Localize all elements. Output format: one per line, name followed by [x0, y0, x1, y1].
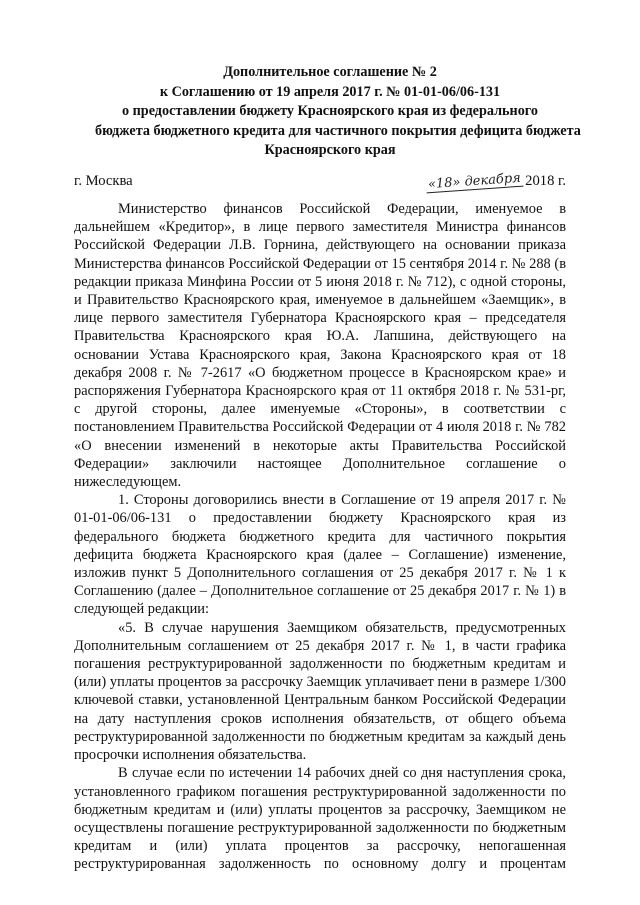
title-line-2: к Соглашению от 19 апреля 2017 г. № 01-01-06/06-131 [159, 83, 501, 100]
place-date-row [74, 171, 566, 193]
title-line-3: о предоставлении бюджету Красноярского края из федерального [121, 103, 538, 119]
title-line-5: Красноярского края [264, 142, 396, 158]
document-title [95, 63, 581, 161]
title-line-1: Дополнительное соглашение № 2 [223, 64, 437, 80]
clause-1-paragraph: 1. Стороны договорились внести в Соглашение от 19 апреля 2017 г. № 01-01-06/06-131 о предоставлении бюджету Красноярского края из федерального бюджета бюджетного кредита для частичного покрытия дефицита бюджета Красноярского края (далее – Соглашение) изменение, изложив пункт 5 Дополнительного соглашения от 25 декабря 2017 г. № 1 к Соглашению (далее – Дополнительное соглашение от 25 декабря 2017 г. № 1) в следующей редакции: [74, 492, 566, 618]
clause-5-continuation-paragraph: В случае если по истечении 14 рабочих дней со дня наступления срока, установленного графиком погашения реструктурированной задолженности по бюджетным кредитам и (или) уплаты процентов за рассрочку, Заемщиком не осуществлены погашение реструктурированной задолженности по бюджетным кредитам и (или) уплата процентов за рассрочку, непогашенная реструктурированная задолженность по основному долгу и процентам [74, 765, 566, 873]
date-year: 2018 г. [525, 173, 566, 189]
document-date [426, 170, 566, 193]
handwritten-date: «18» декабря [426, 171, 524, 194]
title-line-4: бюджета бюджетного кредита для частичного покрытия дефицита бюджета [95, 122, 581, 139]
preamble-paragraph: Министерство финансов Российской Федерации, именуемое в дальнейшем «Кредитор», в лице первого заместителя Министра финансов Российской Федерации Л.В. Горнина, действующего на основании приказа Министерства финансов Российской Федерации от 15 сентября 2014 г. № 288 (в редакции приказа Минфина России от 5 июня 2018 г. № 712), с одной стороны, и Правительство Красноярского края, именуемое в дальнейшем «Заемщик», в лице первого заместителя Губернатора Красноярского края – председателя Правительства Красноярского края Ю.А. Лапшина, действующего на основании Устава Красноярского края, Закона Красноярского края от 18 декабря 2008 г. № 7-2617 «О бюджетном процессе в Красноярском крае» и распоряжения Губернатора Красноярского края от 11 октября 2018 г. № 531-рг, с другой стороны, далее именуемые «Стороны», в соответствии с постановлением Правительства Российской Федерации от 4 июля 2018 г. № 782 «О внесении изменений в некоторые акты Правительства Российской Федерации» заключили настоящее Дополнительное соглашение о нижеследующем. [74, 201, 566, 491]
clause-5-paragraph: «5. В случае нарушения Заемщиком обязательств, предусмотренных Дополнительным соглашением от 25 декабря 2017 г. № 1, в части графика погашения реструктурированной задолженности по бюджетным кредитам и (или) уплаты процентов за рассрочку Заемщик уплачивает пени в размере 1/300 ключевой ставки, установленной Центральным банком Российской Федерации на дату наступления сроков исполнения обязательств, от общего объема реструктурированной задолженности по бюджетным кредитам за каждый день просрочки исполнения обязательства. [74, 619, 566, 764]
document-body [74, 200, 566, 874]
city-label: г. Москва [74, 173, 133, 189]
